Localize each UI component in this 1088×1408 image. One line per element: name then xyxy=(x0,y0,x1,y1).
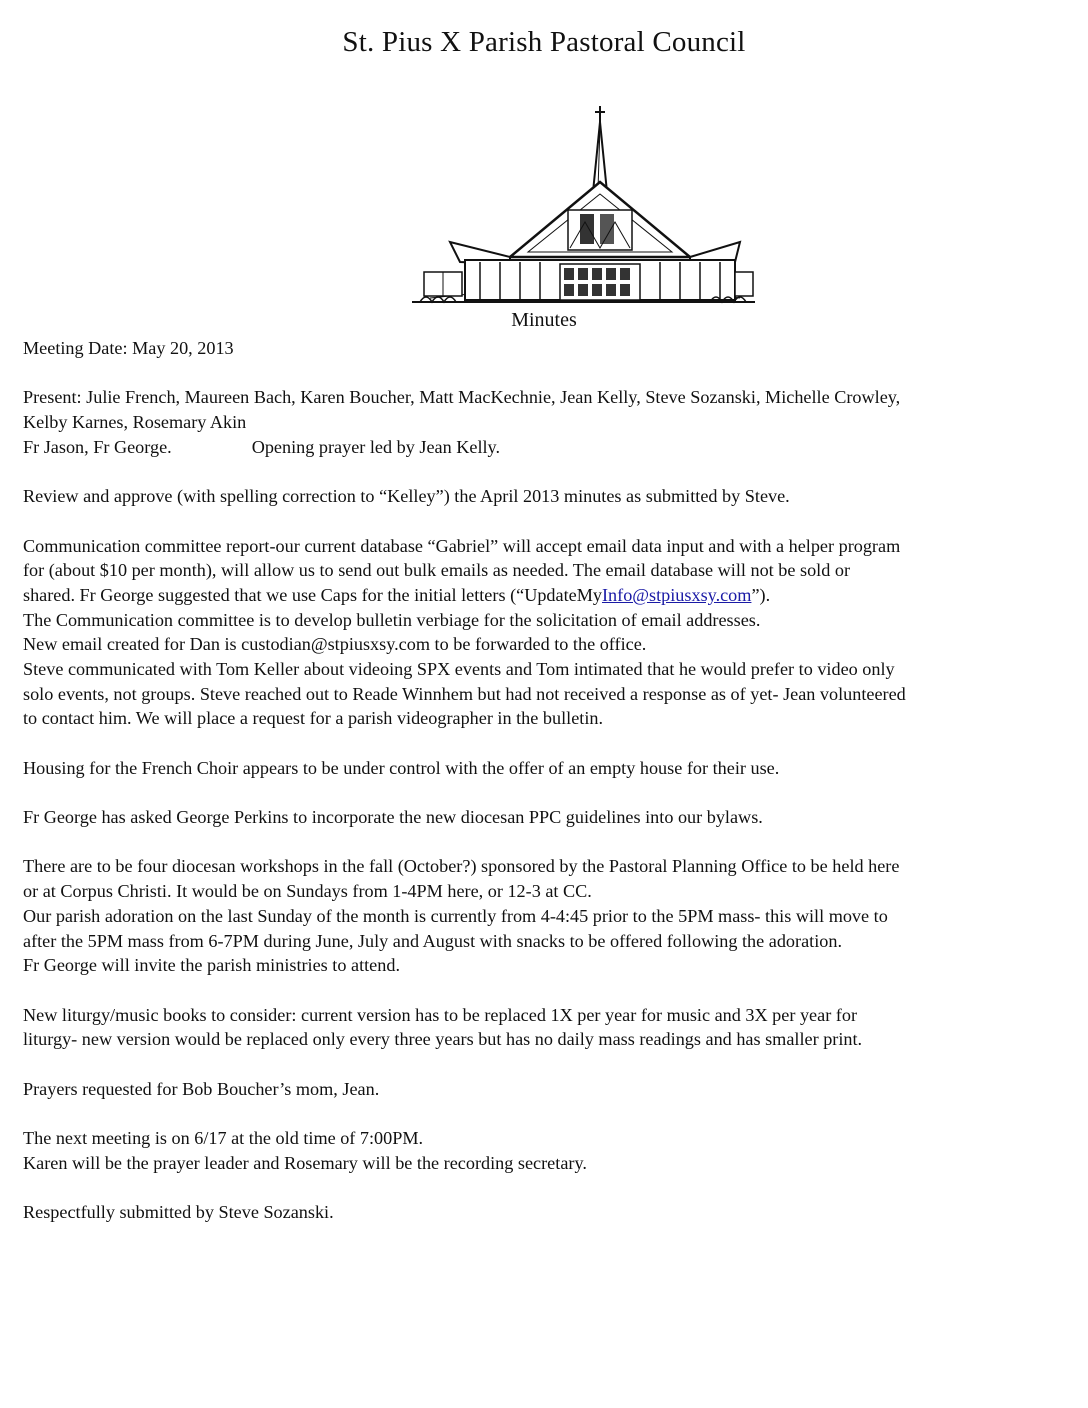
review-minutes: Review and approve (with spelling correction to “Kelley”) the April 2013 minutes as submitted by Steve. xyxy=(23,486,790,507)
communication-line-6: Steve communicated with Tom Keller about videoing SPX events and Tom intimated that he would prefer to video only xyxy=(23,658,895,679)
communication-line-2: for (about $10 per month), will allow us to send out bulk emails as needed. The email database will not be sold or xyxy=(23,560,851,581)
housing-note: Housing for the French Choir appears to be under control with the offer of an empty house for their use. xyxy=(23,757,780,778)
prayer-requests: Prayers requested for Bob Boucher’s mom, Jean. xyxy=(23,1078,380,1099)
workshops-line-1: There are to be four diocesan workshops in the fall (October?) sponsored by the Pastoral Planning Office to be held here xyxy=(23,856,900,877)
bylaws-note: Fr George has asked George Perkins to incorporate the new diocesan PPC guidelines into our bylaws. xyxy=(23,807,763,828)
document-subtitle: Minutes xyxy=(511,309,577,331)
communication-line-7: solo events, not groups. Steve reached out to Reade Winnhem but had not received a response as of yet- Jean volunteered xyxy=(23,683,906,704)
adoration-line-1: Our parish adoration on the last Sunday of the month is currently from 4-4:45 prior to the 5PM mass- this will move to xyxy=(23,905,888,926)
communication-text-end: ”). xyxy=(751,584,771,605)
next-meeting-line-1: The next meeting is on 6/17 at the old time of 7:00PM. xyxy=(23,1128,424,1148)
communication-line-8: to contact him. We will place a request for a parish videographer in the bulletin. xyxy=(23,708,604,729)
communication-text: shared. Fr George suggested that we use Caps for the initial letters (“UpdateMy xyxy=(23,584,602,605)
page-title: St. Pius X Parish Pastoral Council xyxy=(342,26,746,58)
church-illustration-icon xyxy=(410,102,760,312)
communication-line-1: Communication committee report-our current database “Gabriel” will accept email data input and with a helper program xyxy=(23,535,901,556)
meeting-date: Meeting Date: May 20, 2013 xyxy=(23,338,234,358)
communication-line-5: New email created for Dan is custodian@stpiusxsy.com to be forwarded to the office. xyxy=(23,634,647,655)
next-meeting-line-2: Karen will be the prayer leader and Rosemary will be the recording secretary. xyxy=(23,1152,587,1173)
attendees-line-2: Kelby Karnes, Rosemary Akin xyxy=(23,412,247,433)
liturgy-line-2: liturgy- new version would be replaced only every three years but has no daily mass readings and has smaller print. xyxy=(23,1029,863,1050)
signoff: Respectfully submitted by Steve Sozanski. xyxy=(23,1202,334,1223)
opening-prayer: Opening prayer led by Jean Kelly. xyxy=(251,436,501,457)
adoration-line-2: after the 5PM mass from 6-7PM during June, July and August with snacks to be offered following the adoration. xyxy=(23,930,842,951)
adoration-line-3: Fr George will invite the parish ministries to attend. xyxy=(23,955,400,976)
attendees-line-1: Present: Julie French, Maureen Bach, Karen Boucher, Matt MacKechnie, Jean Kelly, Steve Sozanski, Michelle Crowley, xyxy=(23,387,901,408)
liturgy-line-1: New liturgy/music books to consider: current version has to be replaced 1X per year for music and 3X per year for xyxy=(23,1004,858,1025)
attendees-clergy: Fr Jason, Fr George. xyxy=(23,436,172,457)
communication-line-4: The Communication committee is to develop bulletin verbiage for the solicitation of email addresses. xyxy=(23,609,761,630)
attendees-line-3 xyxy=(23,435,1088,460)
email-link[interactable]: Info@stpiusxsy.com xyxy=(601,584,752,605)
workshops-line-2: or at Corpus Christi. It would be on Sundays from 1-4PM here, or 12-3 at CC. xyxy=(23,881,592,902)
communication-line-3 xyxy=(23,583,1088,608)
minutes-body xyxy=(23,336,1088,1225)
